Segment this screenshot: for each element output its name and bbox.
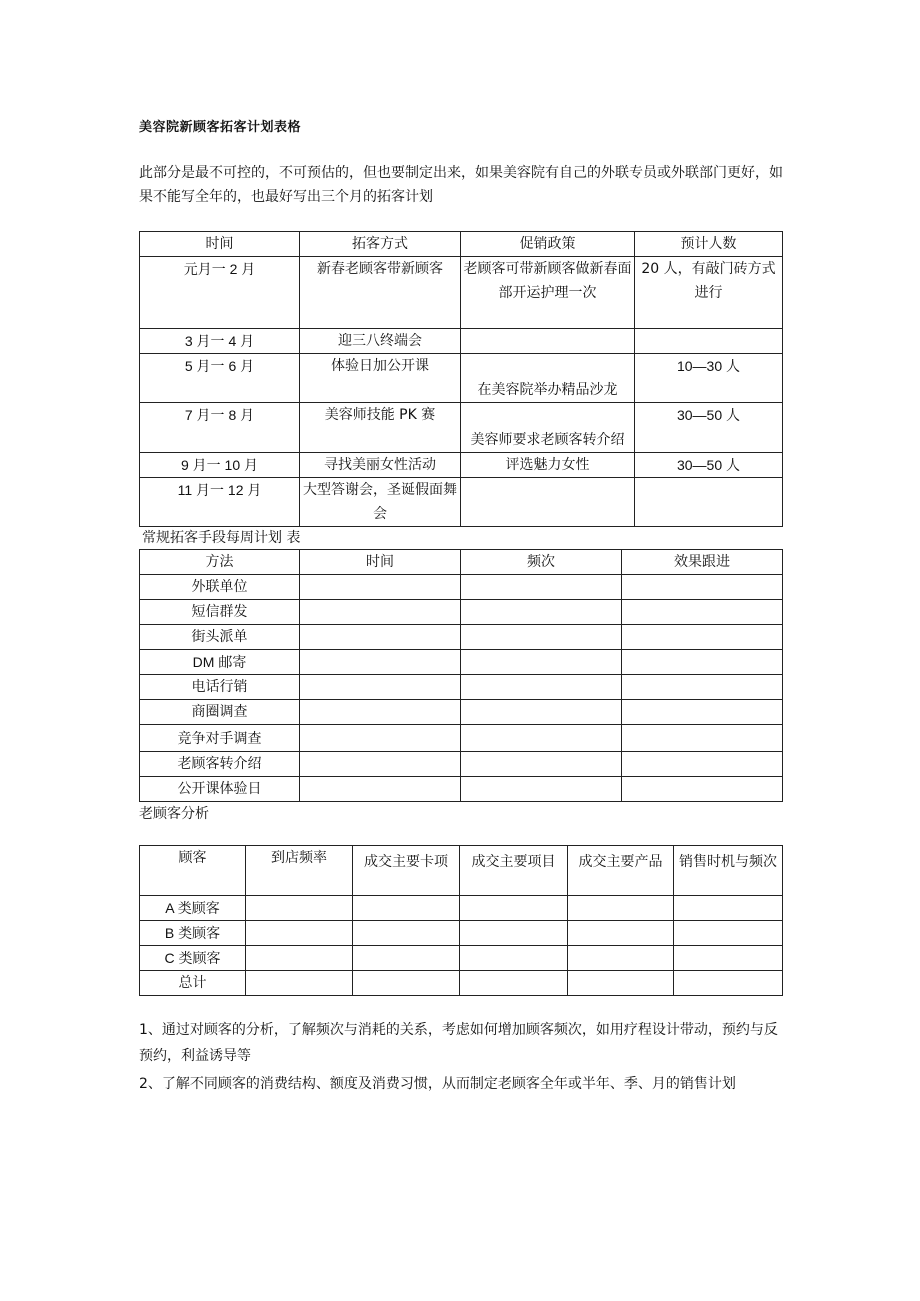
plan-cell-count: 10—30 人 bbox=[635, 354, 783, 403]
weekly-header-frequency: 频次 bbox=[461, 550, 622, 575]
plan-cell-count: 30—50 人 bbox=[635, 453, 783, 478]
notes-section bbox=[139, 1017, 789, 1099]
plan-cell-method: 新春老顾客带新顾客 bbox=[300, 257, 461, 329]
customer-cell-type: A 类顾客 bbox=[140, 896, 246, 921]
plan-header-count: 预计人数 bbox=[635, 232, 783, 257]
plan-cell-count bbox=[635, 478, 783, 527]
customer-header-visit-frequency: 到店频率 bbox=[246, 846, 353, 896]
weekly-cell-method: 电话行销 bbox=[140, 675, 300, 700]
plan-cell-count: 30—50 人 bbox=[635, 403, 783, 453]
table-row bbox=[140, 725, 783, 752]
table-row bbox=[140, 354, 783, 403]
weekly-header-method: 方法 bbox=[140, 550, 300, 575]
customer-analysis-table bbox=[139, 845, 783, 996]
customer-header-main-item: 成交主要项目 bbox=[460, 846, 568, 896]
plan-cell-time: 11 月一 12 月 bbox=[140, 478, 300, 527]
table-row bbox=[140, 700, 783, 725]
customer-table-caption: 老顾客分析 bbox=[139, 806, 209, 822]
table-row bbox=[140, 453, 783, 478]
table-row bbox=[140, 329, 783, 354]
weekly-cell-method: 老顾客转介绍 bbox=[140, 752, 300, 777]
plan-cell-time: 9 月一 10 月 bbox=[140, 453, 300, 478]
table-row bbox=[140, 650, 783, 675]
weekly-header-time: 时间 bbox=[300, 550, 461, 575]
table-row bbox=[140, 675, 783, 700]
intro-paragraph: 此部分是最不可控的，不可预估的，但也要制定出来，如果美容院有自己的外联专员或外联部门更好，如果不能写全年的，也最好写出三个月的拓客计划 bbox=[139, 165, 783, 205]
weekly-cell-method: 竞争对手调查 bbox=[140, 725, 300, 752]
customer-header-type: 顾客 bbox=[140, 846, 246, 896]
table-row bbox=[140, 971, 783, 996]
new-customer-plan-table bbox=[139, 231, 783, 527]
customer-cell-type: B 类顾客 bbox=[140, 921, 246, 946]
plan-cell-policy: 美容师要求老顾客转介绍 bbox=[461, 403, 635, 453]
plan-cell-policy bbox=[461, 478, 635, 527]
customer-cell-type: 总计 bbox=[140, 971, 246, 996]
weekly-header-followup: 效果跟进 bbox=[622, 550, 783, 575]
table-row bbox=[140, 478, 783, 527]
page-title: 美容院新顾客拓客计划表格 bbox=[139, 120, 302, 135]
table-row bbox=[140, 625, 783, 650]
customer-cell-type: C 类顾客 bbox=[140, 946, 246, 971]
weekly-cell-method: 短信群发 bbox=[140, 600, 300, 625]
plan-header-policy: 促销政策 bbox=[461, 232, 635, 257]
plan-cell-policy: 评选魅力女性 bbox=[461, 453, 635, 478]
table-row bbox=[140, 600, 783, 625]
note-item: 2、了解不同顾客的消费结构、额度及消费习惯，从而制定老顾客全年或半年、季、月的销售计划 bbox=[139, 1076, 736, 1092]
plan-cell-count: 20 人，有敲门砖方式进行 bbox=[635, 257, 783, 329]
plan-cell-policy: 老顾客可带新顾客做新春面部开运护理一次 bbox=[461, 257, 635, 329]
weekly-cell-method: DM 邮寄 bbox=[140, 650, 300, 675]
customer-header-sales-timing: 销售时机与频次 bbox=[674, 846, 783, 896]
plan-header-time: 时间 bbox=[140, 232, 300, 257]
table-row bbox=[140, 946, 783, 971]
weekly-cell-method: 商圈调查 bbox=[140, 700, 300, 725]
table-row bbox=[140, 403, 783, 453]
table-row bbox=[140, 752, 783, 777]
plan-cell-method: 大型答谢会，圣诞假面舞会 bbox=[300, 478, 461, 527]
weekly-cell-method: 外联单位 bbox=[140, 575, 300, 600]
plan-cell-method: 美容师技能 PK 赛 bbox=[300, 403, 461, 453]
plan-cell-time: 元月一 2 月 bbox=[140, 257, 300, 329]
table-row bbox=[140, 575, 783, 600]
table-row bbox=[140, 921, 783, 946]
table-row bbox=[140, 777, 783, 802]
weekly-plan-table bbox=[139, 549, 783, 802]
customer-header-main-product: 成交主要产品 bbox=[568, 846, 674, 896]
note-item: 1、通过对顾客的分析，了解频次与消耗的关系，考虑如何增加顾客频次，如用疗程设计带动，预约与反预约，利益诱导等 bbox=[139, 1022, 778, 1064]
plan-cell-time: 7 月一 8 月 bbox=[140, 403, 300, 453]
plan-cell-method: 寻找美丽女性活动 bbox=[300, 453, 461, 478]
plan-cell-policy bbox=[461, 329, 635, 354]
plan-cell-count bbox=[635, 329, 783, 354]
plan-header-method: 拓客方式 bbox=[300, 232, 461, 257]
plan-cell-policy: 在美容院举办精品沙龙 bbox=[461, 354, 635, 403]
weekly-cell-method: 街头派单 bbox=[140, 625, 300, 650]
plan-cell-method: 体验日加公开课 bbox=[300, 354, 461, 403]
customer-header-main-card: 成交主要卡项 bbox=[353, 846, 460, 896]
plan-cell-time: 5 月一 6 月 bbox=[140, 354, 300, 403]
plan-cell-method: 迎三八终端会 bbox=[300, 329, 461, 354]
table-row bbox=[140, 896, 783, 921]
weekly-cell-method: 公开课体验日 bbox=[140, 777, 300, 802]
weekly-table-caption: 常规拓客手段每周计划 表 bbox=[142, 530, 301, 546]
table-row bbox=[140, 257, 783, 329]
plan-cell-time: 3 月一 4 月 bbox=[140, 329, 300, 354]
